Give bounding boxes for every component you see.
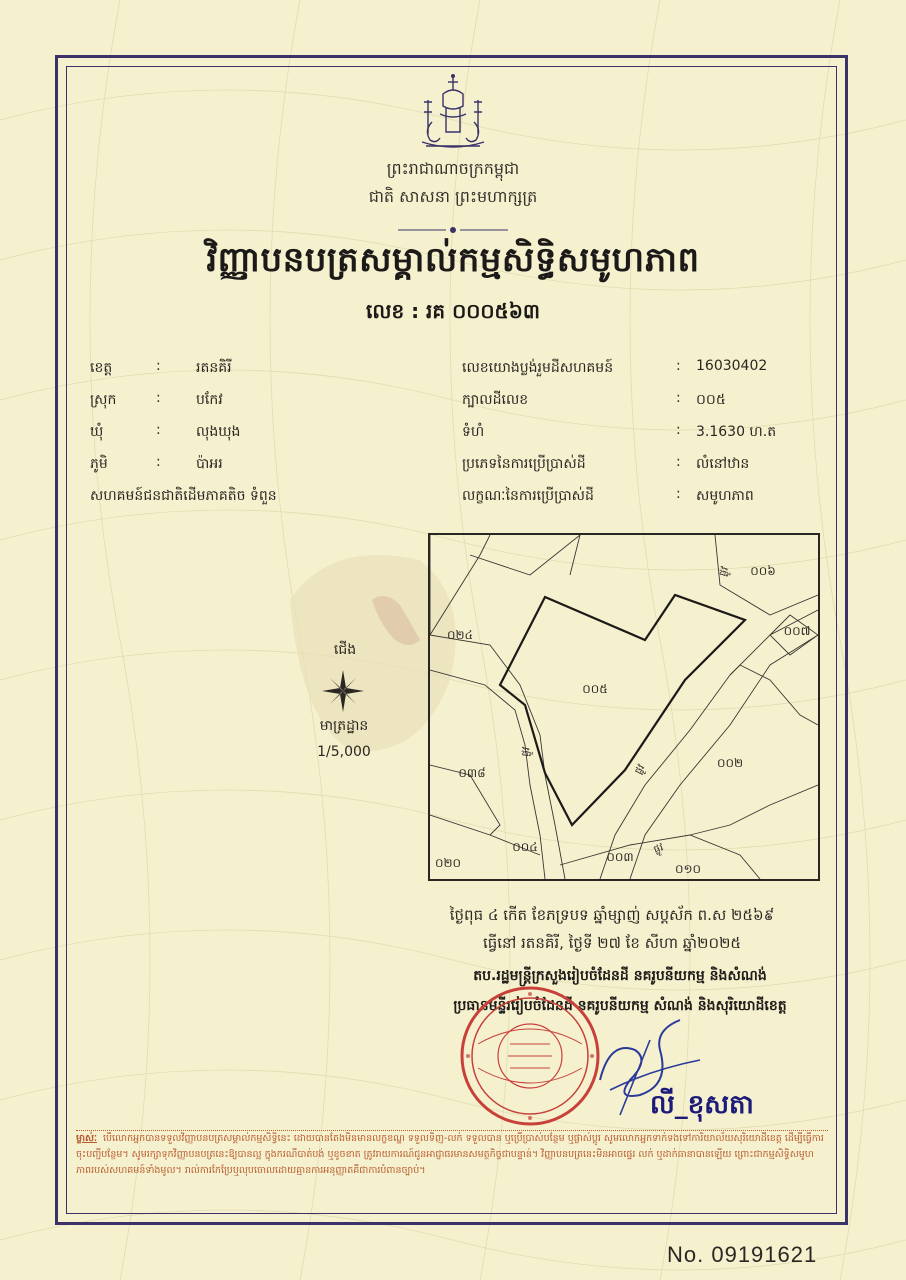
area-value: 3.1630 ហ.ត bbox=[696, 424, 777, 440]
land-use-nature-value: សមូហភាព bbox=[696, 488, 754, 504]
serial-number: No. 09191621 bbox=[667, 1242, 818, 1267]
signatory-title-line1: តប.រដ្ឋមន្ត្រីក្រសួងរៀបចំដែនដី នគរូបនីយកម្ម និងសំណង់ bbox=[473, 968, 767, 984]
field-separator: : bbox=[676, 358, 681, 374]
field-separator: : bbox=[156, 422, 161, 438]
road-label: ផ្លូវ bbox=[717, 565, 732, 579]
royal-arms-emblem bbox=[410, 72, 496, 150]
field-separator: : bbox=[156, 390, 161, 406]
parcel-label-038: ០៣៨ bbox=[458, 766, 486, 780]
village-value: ប៉ាអរ bbox=[196, 456, 223, 472]
field-separator: : bbox=[676, 390, 681, 406]
parcel-label-024: ០២៤ bbox=[446, 628, 474, 642]
province-label: ខេត្ត bbox=[90, 360, 113, 376]
parcel-label-010: ០១០ bbox=[674, 862, 702, 876]
commune-value: លុងឃុង bbox=[196, 424, 241, 440]
parcel-label-005: ០០៥ bbox=[582, 682, 608, 696]
reference-label: លេខយោងប្លង់រួមដីសហគមន៍ bbox=[462, 360, 614, 376]
parcel-label-007: ០០៧ bbox=[783, 624, 811, 638]
district-value: បកែវ bbox=[196, 392, 223, 408]
signer-name: លី_ខុសតា bbox=[650, 1090, 754, 1120]
notice-text: បើលោកអ្នកបានទទួលវិញ្ញាបនបត្រសម្គាល់កម្មសិទ្ធិនេះ ដោយបានតែងមិនមានលក្ខខណ្ឌ ទទួលទិញ-លក់ ទទួលបាន ឬប្រើប្រាស់បន្ថែម ឬផ្លាស់ប្តូរ សូមលោកអ្នកទាក់ទងទៅការិយាល័យសុរិយោដីខេត្ត ដើម្បីធ្វើការចុះបញ្ជីបន្ថែម។ សូមរក្សាទុកវិញ្ញាបនបត្រនេះឱ្យបានល្អ ក្នុងករណីបាត់បង់ ឬខូចខាត ត្រូវរាយការណ៍ជូនអាជ្ញាធរមានសមត្ថកិច្ចជាបន្ទាន់។ វិញ្ញាបនបត្រនេះមិនអាចផ្ទេរ លក់ ឬដាក់ធានាបានឡើយ ព្រោះជាកម្មសិទ្ធិសមូហភាពរបស់សហគមន៍ទាំងមូល។ រាល់ការកែប្រែឬលុបចោលដោយគ្មានការអនុញ្ញាតគឺជាការបំពានច្បាប់។ bbox=[76, 1133, 824, 1176]
road-label: ផ្លូវ bbox=[652, 842, 665, 856]
district-label: ស្រុក bbox=[90, 392, 117, 408]
area-label: ទំហំ bbox=[462, 424, 485, 440]
parcel-label-006: ០០៦ bbox=[750, 564, 776, 578]
scale-label: មាត្រដ្ឋាន bbox=[319, 718, 369, 734]
field-separator: : bbox=[156, 454, 161, 470]
land-use-nature-label: លក្ខណៈនៃការប្រើប្រាស់ដី bbox=[462, 488, 594, 504]
road-label: ផ្លូវ bbox=[633, 762, 648, 777]
reference-value: 16030402 bbox=[696, 358, 768, 374]
cadastral-map bbox=[428, 533, 820, 881]
divider-ornament bbox=[398, 226, 508, 234]
compass-rose-icon bbox=[320, 668, 366, 714]
parcel-label-020: ០២០ bbox=[434, 856, 462, 870]
legal-notice bbox=[76, 1130, 828, 1211]
parcel-005-boundary bbox=[500, 595, 745, 825]
parcel-label-004: ០០៤ bbox=[512, 840, 538, 854]
signatory-title-line2: ប្រធានមន្ទីររៀបចំដែនដី នគរូបនីយកម្ម សំណង់ និងសុរិយោដីខេត្ត bbox=[453, 998, 787, 1014]
parcel-number-label: ក្បាលដីលេខ bbox=[462, 392, 529, 408]
village-label: ភូមិ bbox=[90, 456, 108, 472]
national-motto: ជាតិ សាសនា ព្រះមហាក្សត្រ bbox=[368, 187, 538, 206]
commune-label: ឃុំ bbox=[90, 424, 104, 440]
map-drawing bbox=[430, 535, 818, 879]
notice-label: ម្ចាស់ៈ bbox=[76, 1133, 97, 1144]
certificate-number: លេខ : រគ ០០០៥៦៣ bbox=[366, 299, 540, 323]
parcel-label-002: ០០២ bbox=[716, 756, 744, 770]
kingdom-heading: ព្រះរាជាណាចក្រកម្ពុជា bbox=[386, 159, 520, 178]
field-separator: : bbox=[676, 486, 681, 502]
scale-value: 1/5,000 bbox=[317, 744, 371, 760]
community-name: សហគមន៍ជនជាតិដើមភាគតិច ទំពួន bbox=[90, 488, 277, 504]
land-use-type-value: លំនៅឋាន bbox=[696, 456, 750, 472]
field-separator: : bbox=[676, 454, 681, 470]
lunar-date: ថ្ងៃពុធ ៤ កើត ខែភទ្របទ ឆ្នាំម្សាញ់ សប្តស័ក ព.ស ២៥៦៩ bbox=[449, 906, 775, 924]
certificate-title: វិញ្ញាបនបត្រសម្គាល់កម្មសិទ្ធិសមូហភាព bbox=[206, 240, 700, 280]
official-seal-stamp bbox=[458, 984, 602, 1128]
parcel-number-value: ០០៥ bbox=[696, 392, 726, 408]
road-label: ផ្លូវ bbox=[520, 746, 533, 758]
issue-place-date: ធ្វើនៅ រតនគិរី, ថ្ងៃទី ២៧ ខែ សីហា ឆ្នាំ២០២៥ bbox=[482, 934, 742, 952]
north-label: ជើង bbox=[333, 642, 357, 658]
field-separator: : bbox=[156, 358, 161, 374]
land-use-type-label: ប្រភេទនៃការប្រើប្រាស់ដី bbox=[462, 456, 586, 472]
field-separator: : bbox=[676, 422, 681, 438]
province-value: រតនគិរី bbox=[196, 360, 232, 376]
parcel-label-003: ០០៣ bbox=[606, 850, 634, 864]
